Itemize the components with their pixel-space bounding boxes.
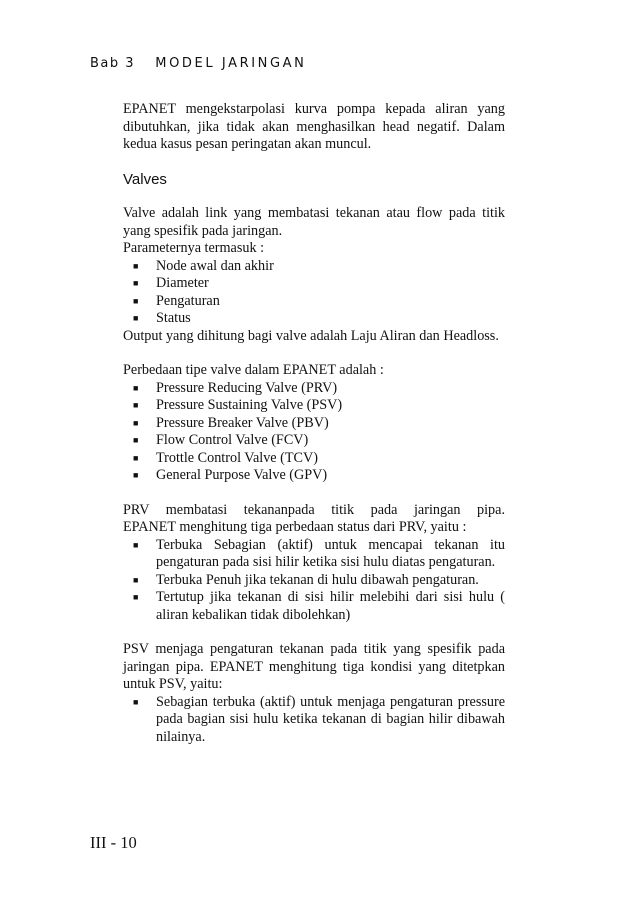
list-item: ■ Terbuka Sebagian (aktif) untuk mencapai tekanan itu pengaturan pada sisi hilir ketika sisi hulu diatas pengaturan. [133,536,505,570]
list-item: ■ Tertutup jika tekanan di sisi hilir melebihi dari sisi hulu ( aliran kebalikan tidak dibolehkan) [133,589,505,623]
list-item: ■ Pengaturan [133,292,220,309]
section-heading-valves: Valves [123,170,167,188]
square-bullet-icon: ■ [133,435,139,445]
square-bullet-icon: ■ [133,592,139,602]
list-item: ■ Pressure Reducing Valve (PRV) [133,379,338,396]
square-bullet-icon: ■ [133,313,139,323]
square-bullet-icon: ■ [133,382,139,393]
square-bullet-icon: ■ [133,260,139,271]
square-bullet-icon: ■ [133,574,139,585]
list-item: ■ Pressure Sustaining Valve (PSV) [133,397,343,413]
prv-paragraph-line2: EPANET menghitung tiga perbedaan status dari PRV, yaitu : [123,519,467,535]
square-bullet-icon: ■ [133,539,139,550]
page-number: III - 10 [90,833,137,852]
valve-types-list [123,380,505,485]
square-bullet-icon: ■ [133,696,139,707]
list-item: ■ Flow Control Valve (FCV) [133,432,309,448]
list-item: ■ General Purpose Valve (GPV) [133,467,328,483]
square-bullet-icon: ■ [133,400,139,410]
list-item: ■ Terbuka Penuh jika tekanan di hulu dibawah pengaturan. [133,571,479,588]
valve-types-intro: Perbedaan tipe valve dalam EPANET adalah : [123,362,384,378]
list-item: ■ Pressure Breaker Valve (PBV) [133,414,329,431]
intro-paragraph: EPANET mengekstarpolasi kurva pompa kepada aliran yang dibutuhkan, jika tidak akan menghasilkan head negatif. Dalam kedua kasus pesan peringatan akan muncul. [123,101,505,152]
body-content [123,101,505,746]
prv-status-list [123,537,505,625]
valve-definition-paragraph: Valve adalah link yang membatasi tekanan atau flow pada titik yang spesifik pada jaringan. [123,205,505,239]
chapter-title: MODEL JARINGAN [155,56,307,71]
list-item: ■ Node awal dan akhir [133,257,274,274]
prv-paragraph-line1: PRV membatasi tekananpada titik pada jaringan pipa. [123,501,505,518]
square-bullet-icon: ■ [133,295,139,306]
list-item: ■ Diameter [133,275,209,291]
square-bullet-icon: ■ [133,452,139,463]
square-bullet-icon: ■ [133,470,139,480]
chapter-header [90,56,306,71]
square-bullet-icon: ■ [133,278,139,288]
square-bullet-icon: ■ [133,417,139,428]
chapter-number: Bab 3 [90,56,136,71]
psv-paragraph: PSV menjaga pengaturan tekanan pada titik yang spesifik pada jaringan pipa. EPANET menghitung tiga kondisi yang ditetpkan untuk PSV, yaitu: [123,641,505,692]
list-item: ■ Trottle Control Valve (TCV) [133,449,318,466]
parameters-intro: Parameternya termasuk : [123,240,265,256]
output-paragraph: Output yang dihitung bagi valve adalah Laju Aliran dan Headloss. [123,327,499,344]
list-item: ■ Status [133,310,191,326]
psv-status-list [123,694,505,747]
list-item: ■ Sebagian terbuka (aktif) untuk menjaga pengaturan pressure pada bagian sisi hulu ketika tekanan di bagian hilir dibawah nilainya. [133,693,505,745]
parameters-list [123,258,505,328]
